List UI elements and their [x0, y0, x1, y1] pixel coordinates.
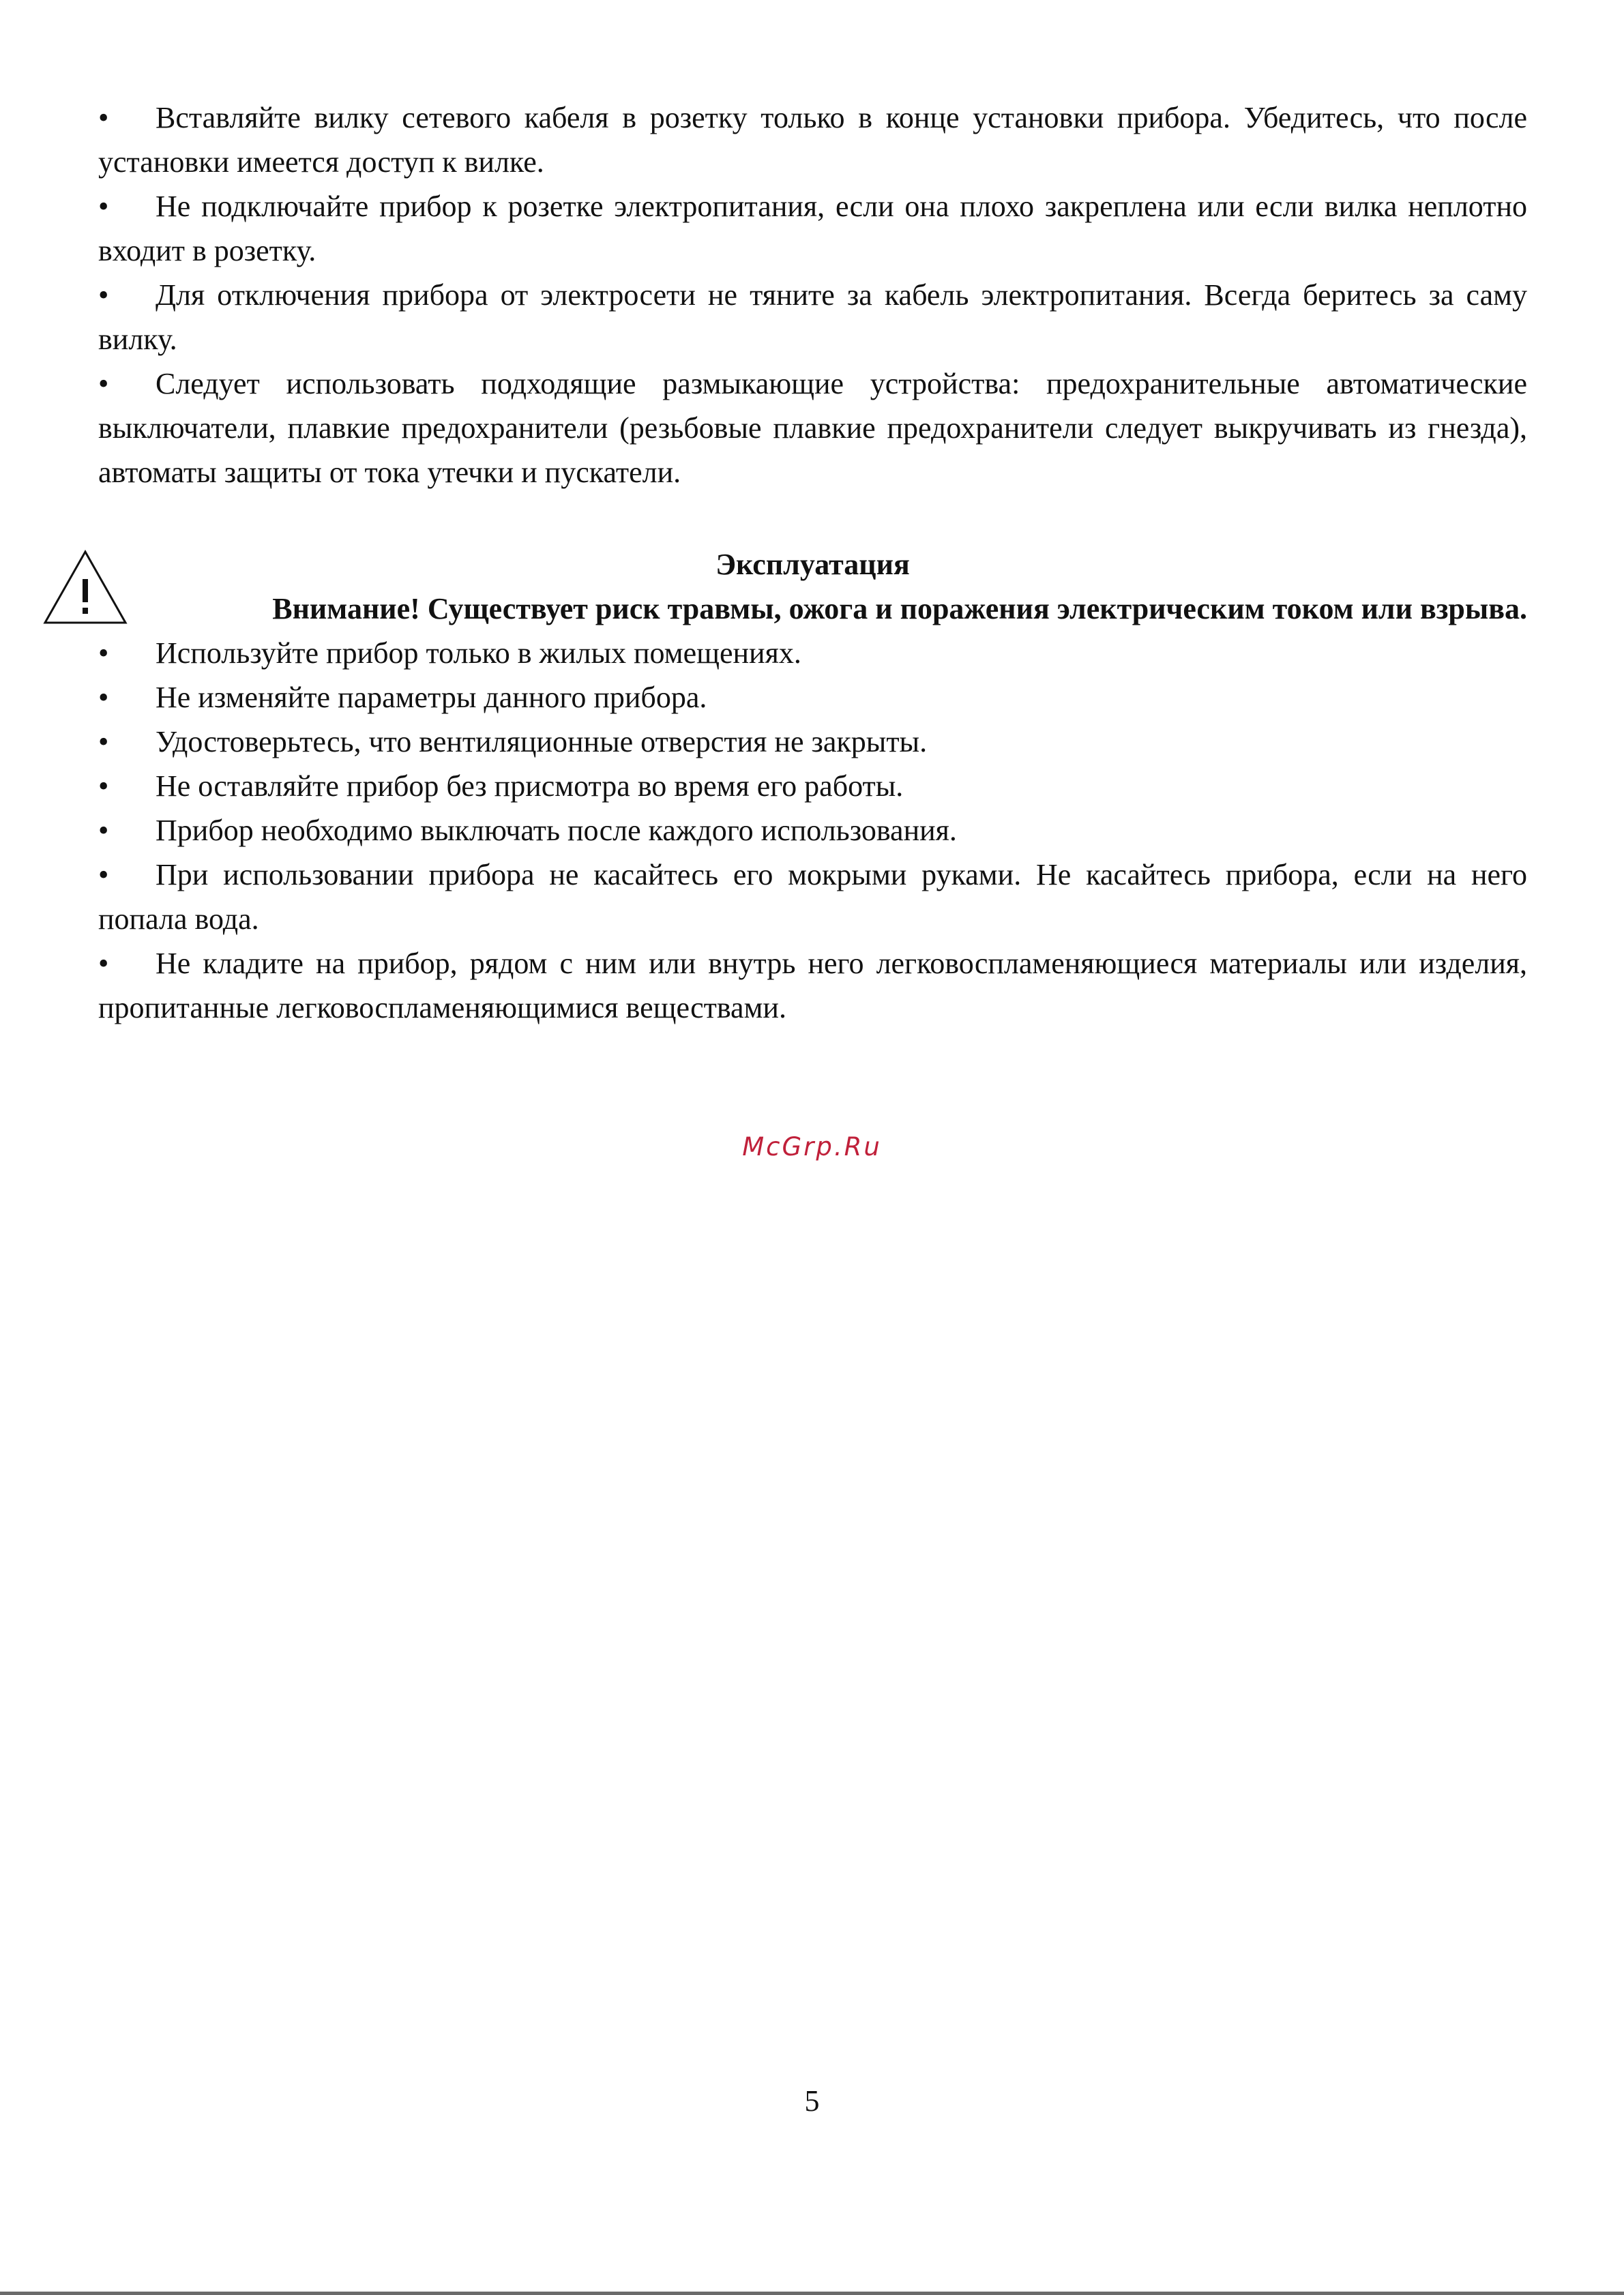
- bullet: •: [98, 814, 109, 847]
- list-item-text: Прибор необходимо выключать после каждого использования.: [156, 814, 957, 847]
- bullet: •: [98, 636, 109, 670]
- bullet: •: [98, 725, 109, 758]
- page-number: 5: [804, 2084, 820, 2118]
- bullet: •: [98, 367, 109, 400]
- list-item: [98, 184, 1527, 273]
- list-item-text: Не подключайте прибор к розетке электропитания, если она плохо закреплена или если вилка неплотно входит в розетку.: [98, 190, 1527, 267]
- list-item-text: Не изменяйте параметры данного прибора.: [156, 681, 707, 714]
- bullet: •: [98, 190, 109, 223]
- list-item: [98, 853, 1527, 941]
- list-item-text: Не оставляйте прибор без присмотра во время его работы.: [156, 769, 904, 803]
- section-title: Эксплуатация: [715, 548, 910, 581]
- list-item-text: Для отключения прибора от электросети не тяните за кабель электропитания. Всегда беритесь за саму вилку.: [98, 278, 1527, 356]
- list-item: [98, 361, 1527, 494]
- list-item-text: Вставляйте вилку сетевого кабеля в розетку только в конце установки прибора. Убедитесь, что после установки имеется доступ к вилке.: [98, 101, 1527, 179]
- list-item-text: Не кладите на прибор, рядом с ним или внутрь него легковоспламеняющиеся материалы или изделия, пропитанные легковоспламеняющимися веществами.: [98, 947, 1527, 1024]
- list-item-text: Удостоверьтесь, что вентиляционные отверстия не закрыты.: [156, 725, 928, 758]
- list-item: [98, 720, 1527, 764]
- operation-section: [98, 542, 1527, 1030]
- bullet: •: [98, 858, 109, 891]
- list-item: [98, 675, 1527, 720]
- list-item-text: При использовании прибора не касайтесь его мокрыми руками. Не касайтесь прибора, если на него попала вода.: [98, 858, 1527, 936]
- bullet: •: [98, 681, 109, 714]
- list-item: [98, 273, 1527, 361]
- list-item: [98, 941, 1527, 1030]
- list-item: [98, 808, 1527, 853]
- list-item: [98, 95, 1527, 184]
- install-list: [98, 95, 1527, 494]
- bullet: •: [98, 278, 109, 312]
- bullet: •: [98, 101, 109, 134]
- bullet: •: [98, 947, 109, 980]
- list-item-text: Следует использовать подходящие размыкающие устройства: предохранительные автоматические выключатели, плавкие предохранители (резьбовые плавкие предохранители следует выкручивать из гнезда), автоматы защиты от тока утечки и пускатели.: [98, 367, 1527, 489]
- watermark: McGrp.Ru: [742, 1132, 882, 1161]
- list-item-text: Используйте прибор только в жилых помещениях.: [156, 636, 801, 670]
- page-bottom-border: [0, 2292, 1624, 2295]
- list-item: [98, 631, 1527, 675]
- bullet: •: [98, 769, 109, 803]
- list-item: [98, 764, 1527, 808]
- warning-text: Внимание! Существует риск травмы, ожога и поражения электрическим током или взрыва.: [272, 592, 1527, 625]
